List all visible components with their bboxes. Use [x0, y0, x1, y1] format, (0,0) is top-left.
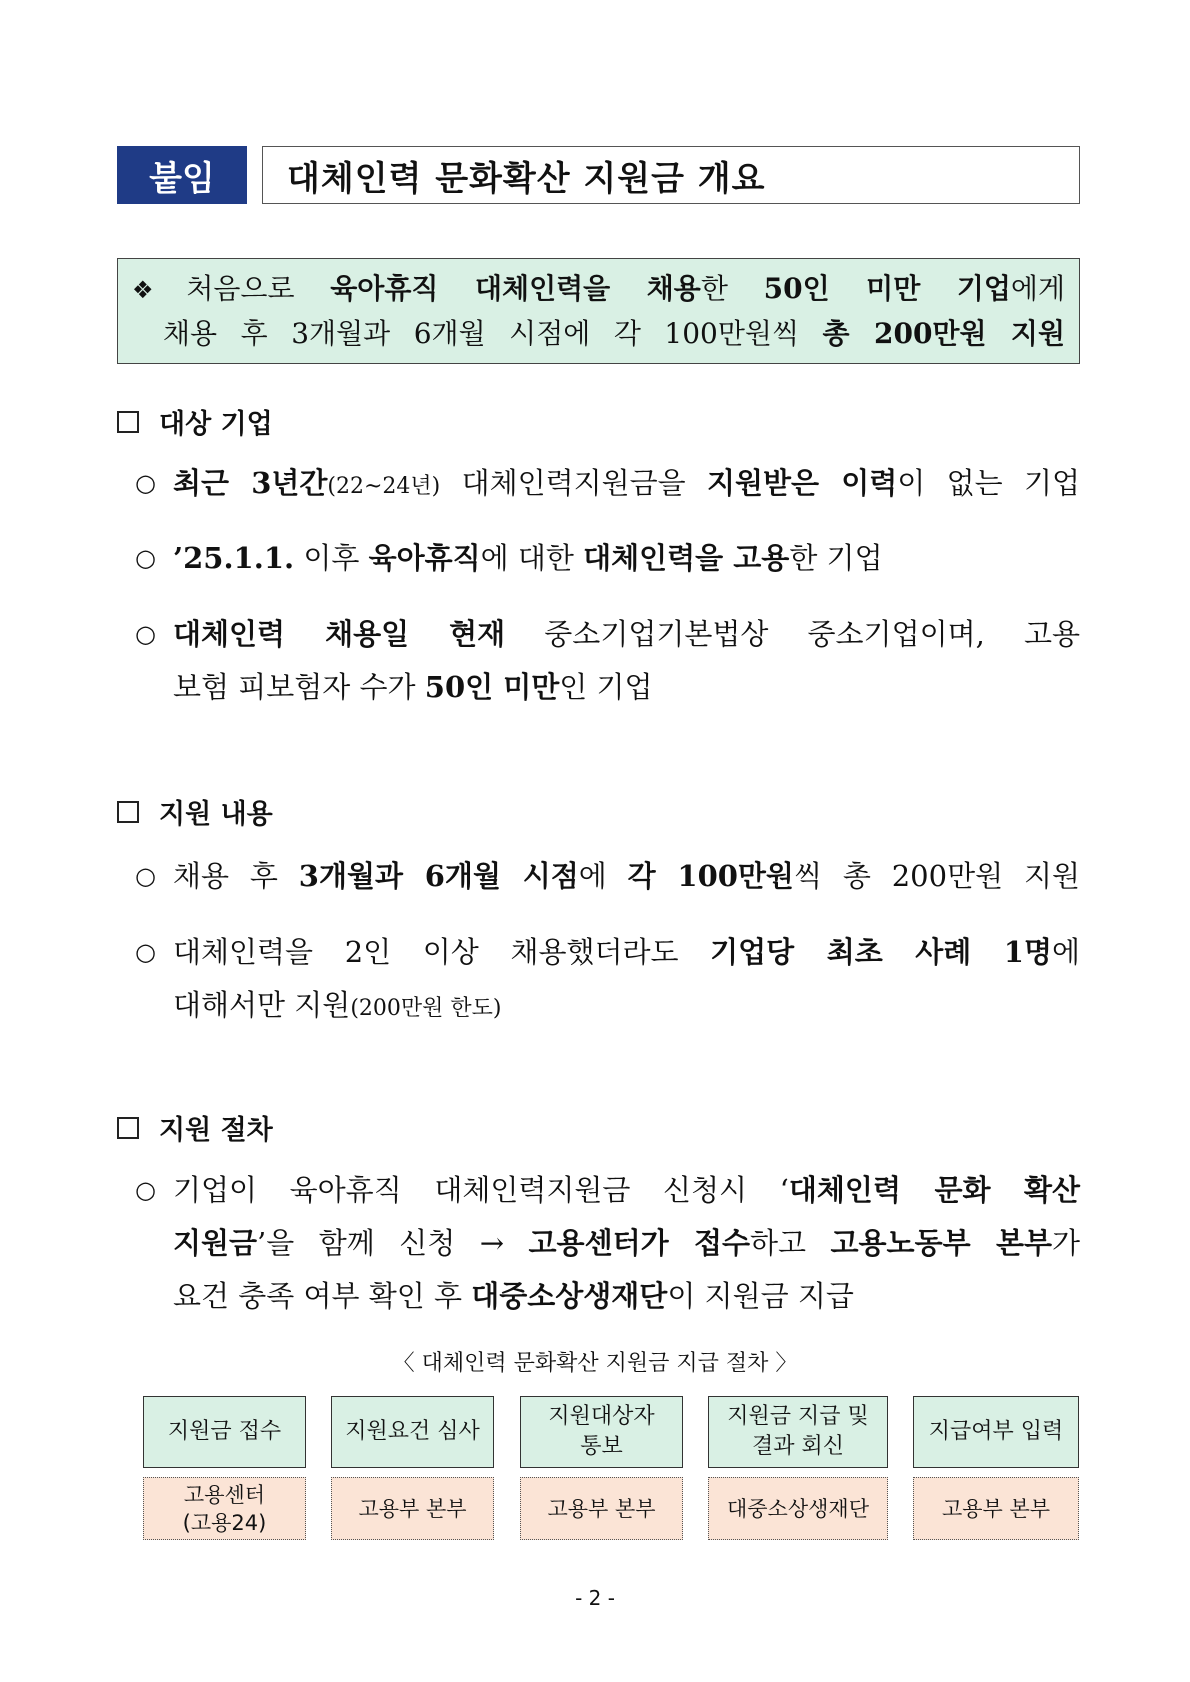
step-label: 통보	[580, 1434, 623, 1459]
circle-bullet-icon: ○	[135, 620, 156, 648]
summary-emph: 총 200만원 지원	[822, 317, 1065, 350]
summary-text: 채용 후 3개월과 6개월 시점에 각 100만원씩	[163, 317, 823, 350]
process-org	[708, 1477, 888, 1540]
circle-bullet-icon: ○	[135, 469, 156, 497]
circle-bullet-icon: ○	[135, 544, 156, 572]
summary-box	[117, 258, 1080, 364]
bullet-text: ’을 함께 신청 →	[257, 1226, 529, 1260]
step-label: 지원금 접수	[167, 1419, 282, 1444]
process-step	[708, 1396, 888, 1468]
step-label: 결과 회신	[751, 1434, 844, 1459]
bullet-emph: 대체인력 문화 확산	[788, 1173, 1080, 1207]
bullet-text: 대해서만 지원	[173, 988, 351, 1022]
org-label: 고용부 본부	[358, 1496, 467, 1521]
process-step	[143, 1396, 306, 1468]
page-title	[262, 146, 1080, 204]
bullet-note: (22~24년)	[327, 474, 441, 499]
bullet-text: 에	[578, 859, 628, 893]
bullet-emph: 기업당 최초 사례 1명	[710, 935, 1052, 969]
process-caption: 〈 대체인력 문화확산 지원금 지급 절차 〉	[392, 1351, 798, 1376]
bullet-text: 대체인력을 2인 이상 채용했더라도	[173, 935, 711, 969]
section-heading-support	[117, 792, 273, 831]
summary-line-1	[132, 267, 1065, 312]
section-heading-label: 지원 내용	[159, 799, 273, 830]
process-step	[331, 1396, 494, 1468]
bullet-emph: 대체인력을 고용	[583, 541, 790, 575]
summary-text: 한	[700, 272, 764, 305]
bullet-text: 채용 후	[173, 859, 299, 893]
circle-bullet-icon: ○	[135, 938, 156, 966]
bullet-text: 보험 피보험자 수가	[173, 670, 425, 704]
list-item	[135, 608, 1080, 714]
org-label: 고용부 본부	[941, 1496, 1051, 1521]
section-heading-procedure	[117, 1108, 273, 1147]
org-label: 고용센터	[183, 1482, 266, 1507]
bullet-text: 이 지원금 지급	[667, 1279, 854, 1313]
process-org	[143, 1477, 306, 1540]
bullet-note: (200만원 한도)	[350, 996, 502, 1021]
checkbox-square-icon	[117, 801, 139, 823]
bullet-emph: 지원받은 이력	[707, 466, 898, 500]
diamond-bullet-icon: ❖	[132, 276, 181, 304]
process-org	[520, 1477, 683, 1540]
bullet-text: 기업이 육아휴직 대체인력지원금 신청시 ‘	[173, 1173, 789, 1207]
org-label: 대중소상생재단	[726, 1496, 869, 1521]
list-item	[135, 532, 1080, 585]
summary-emph: 육아휴직 대체인력을 채용	[330, 272, 701, 305]
checkbox-square-icon	[117, 1117, 139, 1139]
bullet-emph: 각 100만원	[627, 859, 794, 893]
bullet-text: 인 기업	[559, 670, 653, 704]
bullet-emph: 대중소상생재단	[471, 1279, 668, 1313]
circle-bullet-icon: ○	[135, 862, 156, 890]
bullet-text: 씩 총 200만원 지원	[793, 859, 1080, 893]
page-number: - 2 -	[575, 1586, 615, 1610]
bullet-emph: 3개월과 6개월 시점	[298, 859, 579, 893]
step-label: 지원금 지급 및	[727, 1404, 869, 1429]
summary-text: 에게	[1010, 272, 1066, 305]
step-label: 지원대상자	[548, 1404, 655, 1429]
list-item	[135, 1164, 1080, 1323]
list-item	[135, 926, 1080, 1035]
bullet-text: 대체인력지원금을	[440, 466, 707, 500]
bullet-emph: 고용노동부 본부	[830, 1226, 1052, 1260]
summary-text: 처음으로	[186, 272, 331, 305]
checkbox-square-icon	[117, 411, 139, 433]
list-item	[135, 850, 1080, 903]
section-heading-label: 지원 절차	[159, 1115, 273, 1146]
section-heading-target	[117, 402, 273, 441]
step-label: 지원요건 심사	[345, 1419, 480, 1444]
section-heading-label: 대상 기업	[159, 409, 273, 440]
bullet-text: 가	[1052, 1226, 1081, 1260]
bullet-emph: ’25.1.1.	[173, 541, 295, 575]
bullet-emph: 대체인력 채용일 현재	[173, 617, 506, 651]
bullet-text: 이 없는 기업	[897, 466, 1080, 500]
attachment-badge: 붙임	[117, 146, 247, 204]
bullet-text: 한 기업	[789, 541, 883, 575]
bullet-emph: 지원금	[173, 1226, 258, 1260]
summary-emph: 50인 미만 기업	[763, 272, 1011, 305]
summary-line-2	[132, 312, 1065, 356]
org-label: 고용부 본부	[547, 1496, 656, 1521]
page-title-text: 대체인력 문화확산 지원금 개요	[287, 158, 766, 199]
bullet-text: 이후	[294, 541, 369, 575]
list-item	[135, 457, 1080, 513]
bullet-text: 에	[1051, 935, 1080, 969]
bullet-text: 중소기업기본법상 중소기업이며, 고용	[505, 617, 1080, 651]
bullet-text: 하고	[750, 1226, 831, 1260]
process-org	[913, 1477, 1079, 1540]
process-org	[331, 1477, 494, 1540]
bullet-text: 에 대한	[480, 541, 584, 575]
step-label: 지급여부 입력	[928, 1419, 1064, 1444]
bullet-emph: 50인 미만	[424, 670, 560, 704]
bullet-emph: 고용센터가 접수	[528, 1226, 751, 1260]
process-step	[913, 1396, 1079, 1468]
bullet-text: 요건 충족 여부 확인 후	[173, 1279, 472, 1313]
bullet-emph: 육아휴직	[368, 541, 481, 575]
process-step	[520, 1396, 683, 1468]
bullet-emph: 최근 3년간	[173, 466, 328, 500]
circle-bullet-icon: ○	[135, 1176, 156, 1204]
org-label: (고용24)	[182, 1510, 267, 1535]
